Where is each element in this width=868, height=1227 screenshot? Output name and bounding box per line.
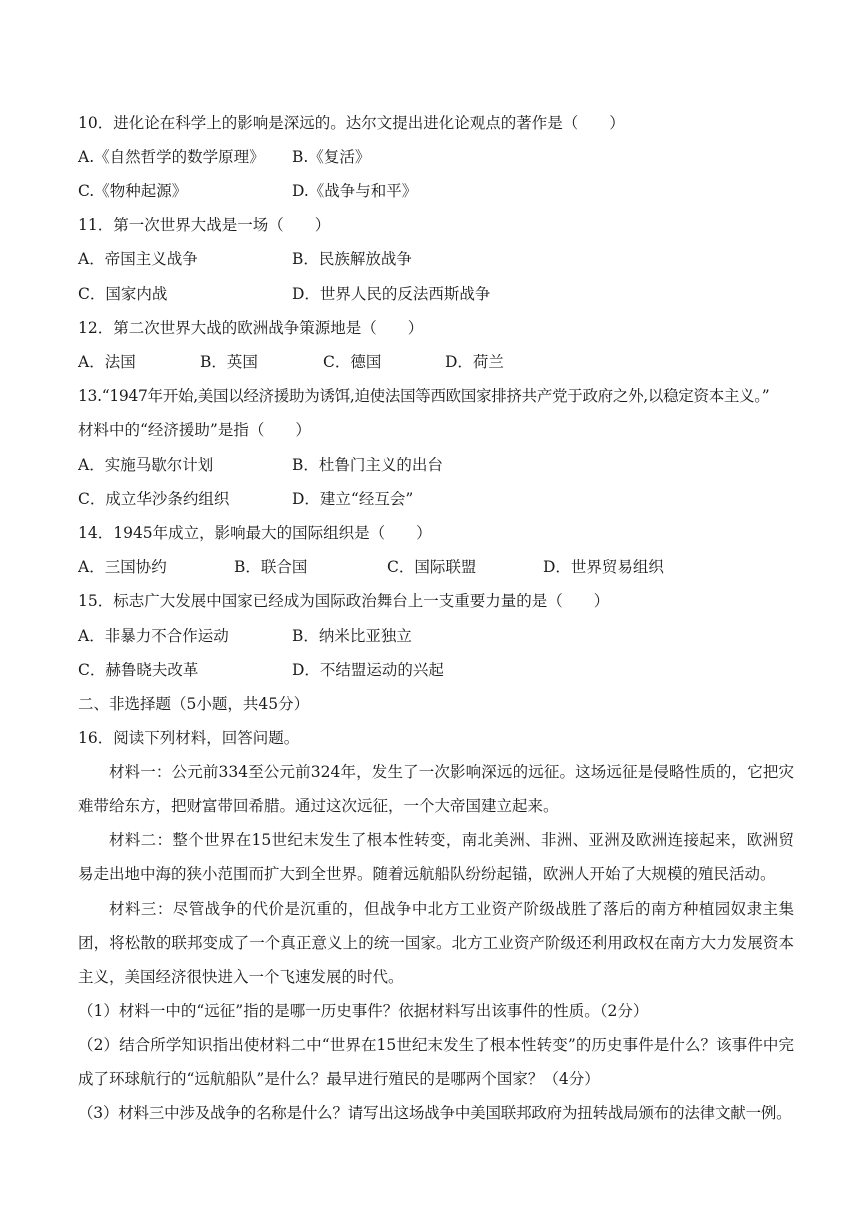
q10-option-a: A.《自然哲学的数学原理》 (78, 148, 265, 166)
q14-option-d: D．世界贸易组织 (543, 558, 664, 576)
q14-option-c: C．国际联盟 (387, 558, 477, 576)
question-16-stem: 16．阅读下列材料，回答问题。 (78, 729, 300, 747)
q14-option-b: B．联合国 (234, 558, 308, 576)
q14-option-a: A．三国协约 (78, 558, 167, 576)
material-1: 材料一：公元前334至公元前324年，发生了一次影响深远的远征。这场远征是侵略性质的，它把灾难带给东方，把财富带回希腊。通过这次远征，一个大帝国建立起来。 (78, 763, 794, 815)
question-15-stem: 15．标志广大发展中国家已经成为国际政治舞台上一支重要力量的是（ ） (78, 592, 610, 610)
section-2-title: 二、非选择题（5小题，共45分） (78, 695, 310, 713)
q11-option-d: D．世界人民的反法西斯战争 (292, 285, 491, 303)
sub-question-2: （2）结合所学知识指出使材料二中“世界在15世纪末发生了根本性转变”的历史事件是什么？该事件中完成了环球航行的“远航船队”是什么？最早进行殖民的是哪两个国家？（4分） (78, 1036, 794, 1088)
question-14-stem: 14．1945年成立，影响最大的国际组织是（ ） (78, 524, 432, 542)
q12-option-c: C．德国 (323, 353, 382, 371)
sub-question-1: （1）材料一中的“远征”指的是哪一历史事件？依据材料写出该事件的性质。（2分） (78, 1002, 649, 1020)
q15-option-c: C．赫鲁晓夫改革 (78, 661, 199, 679)
q12-option-a: A．法国 (78, 353, 136, 371)
question-11-stem: 11．第一次世界大战是一场（ ） (78, 216, 331, 234)
q11-option-a: A．帝国主义战争 (78, 250, 198, 268)
q13-option-a: A．实施马歇尔计划 (78, 456, 214, 474)
q13-option-d: D．建立“经互会” (292, 490, 414, 508)
question-13-stem-line2: 材料中的“经济援助”是指（ ） (78, 421, 311, 439)
q13-option-c: C．成立华沙条约组织 (78, 490, 230, 508)
question-13-stem: 13.“1947年开始,美国以经济援助为诱饵,迫使法国等西欧国家排挤共产党于政府之外,以稳定资本主义。” (78, 387, 770, 405)
sub-question-3: （3）材料三中涉及战争的名称是什么？请写出这场战争中美国联邦政府为扭转战局颁布的法律文献一例。 (78, 1104, 792, 1122)
q11-option-b: B．民族解放战争 (292, 250, 412, 268)
question-12-stem: 12．第二次世界大战的欧洲战争策源地是（ ） (78, 319, 424, 337)
q15-option-b: B．纳米比亚独立 (292, 627, 412, 645)
q12-option-b: B．英国 (200, 353, 258, 371)
q10-option-d: D.《战争与和平》 (292, 182, 418, 200)
q10-option-b: B.《复活》 (292, 148, 371, 166)
question-10-stem: 10．进化论在科学上的影响是深远的。达尔文提出进化论观点的著作是（ ） (78, 114, 625, 132)
q13-option-b: B．杜鲁门主义的出台 (292, 456, 443, 474)
q15-option-d: D．不结盟运动的兴起 (292, 661, 444, 679)
material-3: 材料三：尽管战争的代价是沉重的，但战争中北方工业资产阶级战胜了落后的南方种植园奴隶主集团，将松散的联邦变成了一个真正意义上的统一国家。北方工业资产阶级还利用政权在南方大力发展资本主义，美国经济很快进入一个飞速发展的时代。 (78, 900, 794, 986)
q12-option-d: D．荷兰 (445, 353, 504, 371)
material-2: 材料二：整个世界在15世纪末发生了根本性转变，南北美洲、非洲、亚洲及欧洲连接起来，欧洲贸易走出地中海的狭小范围而扩大到全世界。随着远航船队纷纷起锚，欧洲人开始了大规模的殖民活动。 (78, 831, 794, 883)
q10-option-c: C.《物种起源》 (78, 182, 188, 200)
q11-option-c: C．国家内战 (78, 285, 168, 303)
q15-option-a: A．非暴力不合作运动 (78, 627, 229, 645)
